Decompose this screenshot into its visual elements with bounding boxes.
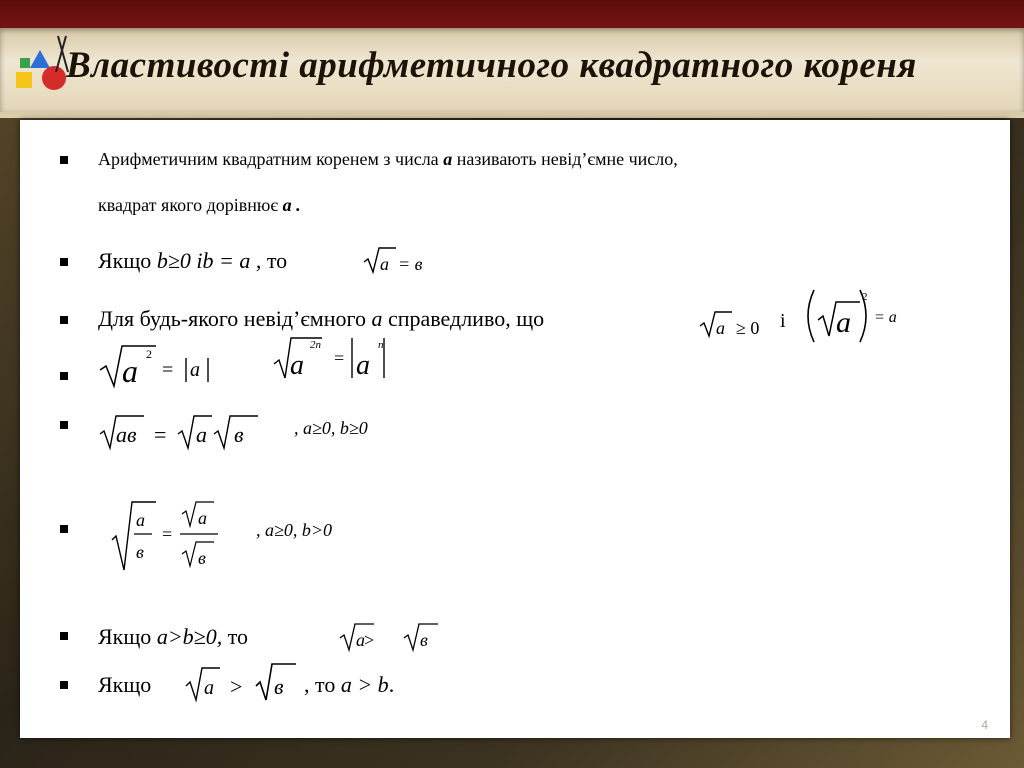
formula-exp: 2	[146, 347, 152, 361]
formula-sqrt-a-gt-sqrt-b	[338, 618, 448, 654]
formula-av: ав	[116, 422, 137, 447]
bullet-marker	[60, 681, 68, 689]
formula-eq-a: = a	[874, 309, 897, 326]
property-if-b	[98, 248, 287, 274]
property-converse-result: а > b	[340, 672, 389, 697]
definition-var: а	[443, 149, 453, 169]
formula-var: a	[716, 318, 725, 338]
property-for-any-end: справедливо, що	[382, 306, 545, 331]
formula-sqrt-a-ge-0	[698, 306, 778, 340]
property-for-any-var: а	[371, 306, 383, 331]
condition-ab: , а≥0, b≥0	[294, 418, 368, 438]
formula-var: a	[836, 306, 851, 339]
bullet-marker	[60, 372, 68, 380]
definition-text: Арифметичним квадратним коренем з числа	[98, 149, 444, 169]
bullet-marker	[60, 316, 68, 324]
property-monotone	[98, 624, 248, 650]
bullet-marker	[60, 258, 68, 266]
bullet-marker	[60, 156, 68, 164]
formula-var: a	[204, 677, 214, 699]
bullet-marker	[60, 632, 68, 640]
formula-n: n	[378, 339, 384, 351]
definition-line-2	[98, 195, 301, 216]
formula-v: в	[234, 422, 244, 447]
formula-2n-root	[272, 334, 402, 384]
formula-v: в	[420, 630, 428, 650]
formula-var: a	[198, 508, 207, 528]
formula-sqrt-product	[98, 410, 268, 452]
property-to-word: то	[222, 624, 249, 649]
formula-gt: >	[364, 630, 375, 650]
formula-v: в	[274, 674, 284, 699]
property-to-word: то	[261, 248, 288, 273]
definition-var-2: а .	[282, 195, 301, 215]
formula-sqrt-a-squared	[800, 286, 920, 348]
property-converse-to: , то	[304, 672, 341, 697]
formula-sqrt-a2-eq-abs	[98, 338, 228, 390]
formula-eq: =	[162, 524, 173, 544]
page-number: 4	[981, 718, 988, 732]
property-if-cond: а>b≥0,	[156, 624, 223, 649]
formula-exp: 2	[862, 291, 868, 303]
formula-sqrt-a-gt-sqrt-v	[184, 660, 304, 704]
formula-eq: =	[154, 422, 167, 447]
formula-var: a	[380, 254, 389, 274]
property-converse-tail	[304, 672, 394, 698]
property-converse-dot: .	[388, 672, 395, 697]
formula-eq-v: = в	[398, 254, 423, 274]
formula-sqrt-a-eq-v	[362, 244, 452, 276]
bullet-marker	[60, 525, 68, 533]
property-if-word: Якщо	[98, 248, 157, 273]
and-word: і	[780, 310, 786, 332]
formula-gt: >	[230, 674, 243, 699]
formula-abs-var: a	[356, 350, 370, 381]
formula-var: a	[356, 630, 365, 650]
property-for-any	[98, 306, 544, 332]
formula-var: a	[136, 510, 145, 530]
definition-text-end: називають невід’ємне число,	[452, 149, 678, 169]
formula-2n: 2n	[310, 339, 321, 351]
formula-v: в	[198, 548, 206, 568]
formula-var: a	[196, 422, 207, 447]
formula-v: в	[136, 542, 144, 562]
definition-text-2: квадрат якого дорівнює	[98, 195, 283, 215]
formula-sqrt-quotient	[110, 496, 230, 576]
formula-ge0: ≥ 0	[736, 318, 760, 338]
page-title: Властивості арифметичного квадратного кореня	[66, 45, 917, 86]
formula-var: a	[290, 350, 304, 381]
formula-eq: =	[162, 359, 174, 381]
bullet-marker	[60, 421, 68, 429]
property-for-any-text: Для будь-якого невід’ємного	[98, 306, 372, 331]
definition-line-1	[98, 149, 678, 170]
formula-var: a	[122, 353, 138, 389]
formula-abs-var: a	[190, 359, 200, 381]
formula-eq: =	[334, 348, 345, 368]
condition-ab2: , а≥0, b>0	[256, 520, 333, 540]
property-if-cond: b≥0 іb = a ,	[156, 248, 262, 273]
property-converse-if: Якщо	[98, 672, 152, 697]
property-if-word: Якщо	[98, 624, 157, 649]
